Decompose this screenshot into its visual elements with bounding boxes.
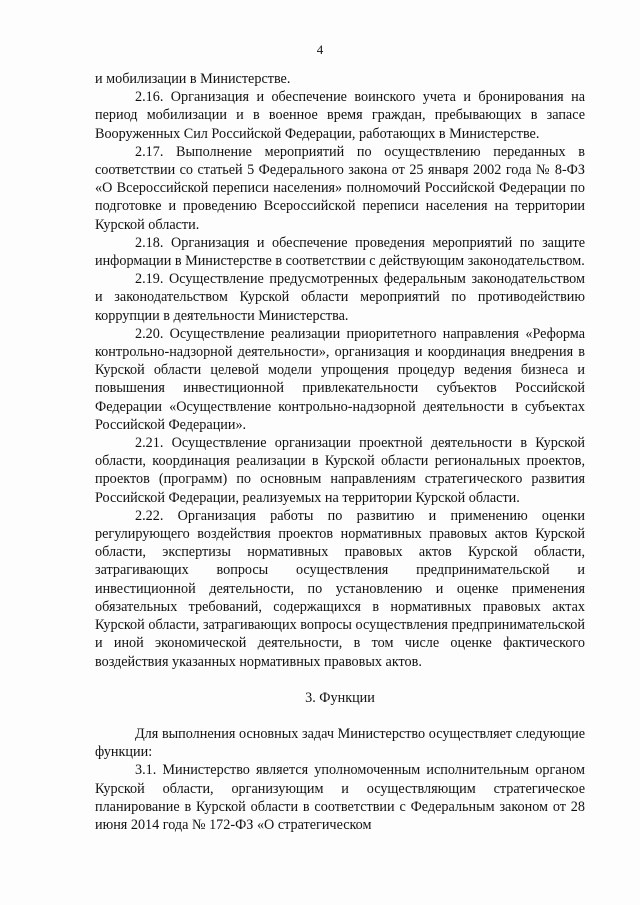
paragraph-2-22: 2.22. Организация работы по развитию и применению оценки регулирующего воздействия проектов нормативных правовых актов Курской области, экспертизы нормативных правовых актов Курской области, затрагивающих вопросы осуществления предпринимательской и инвестиционной деятельности, по установлению и оценке применения обязательных требований, содержащихся в нормативных правовых актах Курской области, затрагивающих вопросы осуществления предпринимательской и иной экономической деятельности, в том числе оценке фактического воздействия указанных нормативных правовых актов. bbox=[95, 507, 585, 670]
paragraph-2-18: 2.18. Организация и обеспечение проведения мероприятий по защите информации в Министерстве в соответствии с действующим законодательством. bbox=[95, 234, 585, 270]
paragraph-2-19: 2.19. Осуществление предусмотренных федеральным законодательством и законодательством Курской области мероприятий по противодействию коррупции в деятельности Министерства. bbox=[95, 271, 585, 324]
page-number: 4 bbox=[316, 42, 324, 57]
paragraph-2-20: 2.20. Осуществление реализации приоритетного направления «Реформа контрольно-надзорной деятельности», организация и координация внедрения в Курской области целевой модели упрощения процедур ведения бизнеса и повышения инвестиционной привлекательности субъектов Российской Федерации «Осуществление контрольно-надзорной деятельности в субъектах Российской Федерации». bbox=[95, 325, 585, 433]
paragraph-2-17: 2.17. Выполнение мероприятий по осуществлению переданных в соответствии со статьей 5 Федерального закона от 25 января 2002 года № 8-ФЗ «О Всероссийской переписи населения» полномочий Российской Федерации по подготовке и проведению Всероссийской переписи населения на территории Курской области. bbox=[95, 143, 585, 233]
document-body bbox=[95, 70, 585, 834]
paragraph-continuation: и мобилизации в Министерстве. bbox=[95, 71, 291, 87]
paragraph-functions-intro: Для выполнения основных задач Министерство осуществляет следующие функции: bbox=[95, 725, 585, 761]
paragraph-2-16: 2.16. Организация и обеспечение воинского учета и бронирования на период мобилизации и в военное время граждан, пребывающих в запасе Вооруженных Сил Российской Федерации, работающих в Министерстве. bbox=[95, 89, 585, 142]
section-heading: 3. Функции bbox=[305, 689, 375, 706]
paragraph-2-21: 2.21. Осуществление организации проектной деятельности в Курской области, координация реализации в Курской области региональных проектов, проектов (программ) по основным направлениям стратегического развития Российской Федерации, реализуемых на территории Курской области. bbox=[95, 435, 585, 506]
paragraph-3-1: 3.1. Министерство является уполномоченным исполнительным органом Курской области, организующим и осуществляющим стратегическое планирование в Курской области в соответствии с Федеральным законом от 28 июня 2014 года № 172-ФЗ «О стратегическом bbox=[95, 762, 585, 833]
